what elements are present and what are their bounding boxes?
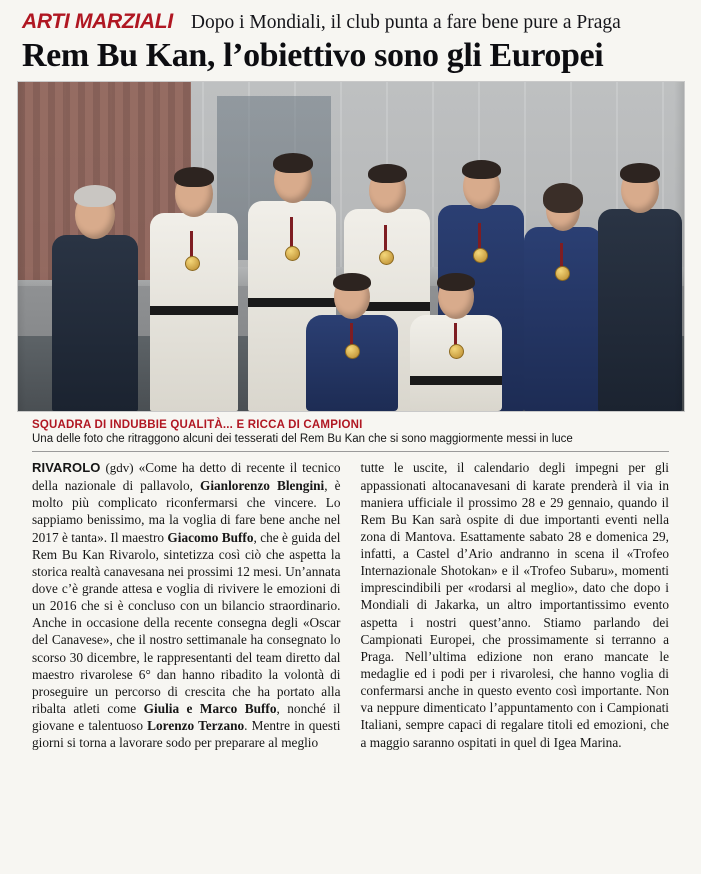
highlighted-name-terzano: Lorenzo Terzano xyxy=(147,718,245,734)
paragraph-part-2: , è molto più complicato riconfermarsi che vincere. Lo sappiamo benissimo, ma la voglia di fare bene anche nel 2017 è tanta». Il maestro xyxy=(32,478,341,545)
paragraph-part-4: , nonché il giovane e talentuoso xyxy=(32,700,341,734)
photo-person-1 xyxy=(52,179,138,411)
highlighted-name-giulia-marco: Giulia e Marco Buffo xyxy=(143,700,277,716)
article-photo xyxy=(17,81,685,412)
kicker-row xyxy=(16,10,685,34)
photo-person-8 xyxy=(306,271,398,411)
photo-person-2 xyxy=(150,159,238,411)
dateline-place: RIVAROLO xyxy=(32,460,101,476)
photo-person-7 xyxy=(598,153,682,411)
dateline-author: (gdv) xyxy=(105,460,134,476)
paragraph-right: tutte le uscite, il calendario degli impegni per gli appassionati altocanavesani di karate prenderà il via in maniera ufficiale il prossimo 28 e 29 gennaio, quando il Rem Bu Kan sarà ospite di due importanti eventi nella zona di Mantova. Esattamente sabato 28 e domenica 29, infatti, a Castel d’Ario andranno in scena il «Trofeo Internazionale Shotokan» e il «Trofeo Subaru», momenti imprescindibili per «rodarsi al meglio», dato che dopo i Mondiali di Jakarka, un altro importantissimo evento aspetta i nostri quest’anno. Stiamo parlando dei Campionati Europei, che prossimamente si terranno a Praga. Nell’ultima edizione non erano mancate le medaglie ed i podi per i rivarolesi, che hanno voglia di confermarsi anche in questo evento così importante. Non va neppure dimenticato l’appuntamento con i Campionati Italiani, sempre capaci di regalare titoli ed emozioni, che a maggio saranno ospitati in quel di Igea Marina. xyxy=(360,460,669,750)
photo-person-6 xyxy=(524,175,602,411)
highlighted-name-blengini: Gianlorenzo Blengini xyxy=(200,478,325,494)
divider xyxy=(32,451,669,452)
photo-caption-title: SQUADRA DI INDUBBIE QUALITÀ... E RICCA DI CAMPIONI xyxy=(32,419,363,432)
article-column-left xyxy=(32,459,341,751)
photo-person-9 xyxy=(410,271,502,411)
paragraph-part-5: . Mentre in questi giorni si torna a lavorare sodo per preparare al meglio xyxy=(32,718,341,751)
section-kicker: ARTI MARZIALI xyxy=(22,10,173,33)
photo-caption-text: Una delle foto che ritraggono alcuni dei tesserati del Rem Bu Kan che si sono maggiormente messi in luce xyxy=(32,433,573,446)
paragraph-part-3: , che è guida del Rem Bu Kan Rivarolo, sintetizza così ciò che aspetta la storica realtà canavesana nei prossimi 12 mesi. Un’annata dove c’è grande attesa e voglia di rivivere le emozioni di un 2016 che si è concluso con un bilancio straordinario. Anche in occasione della recente consegna degli «Oscar del Canavese», che il nostro settimanale ha consegnato lo scorso 30 dicembre, le rappresentanti del team diretto dal maestro rivarolese 6° dan hanno ribadito la volontà di proseguire un percorso di crescita che ha portato alla ribalta atleti come xyxy=(32,529,341,716)
highlighted-name-buffo: Giacomo Buffo xyxy=(167,529,254,545)
article-column-right xyxy=(361,459,670,751)
page-title: Rem Bu Kan, l’obiettivo sono gli Europei xyxy=(22,37,604,74)
article-body xyxy=(16,459,685,751)
article-overline: Dopo i Mondiali, il club punta a fare bene pure a Praga xyxy=(190,12,621,33)
paragraph-part-1: «Come ha detto di recente il tecnico della nazionale di pallavolo, xyxy=(32,460,341,494)
